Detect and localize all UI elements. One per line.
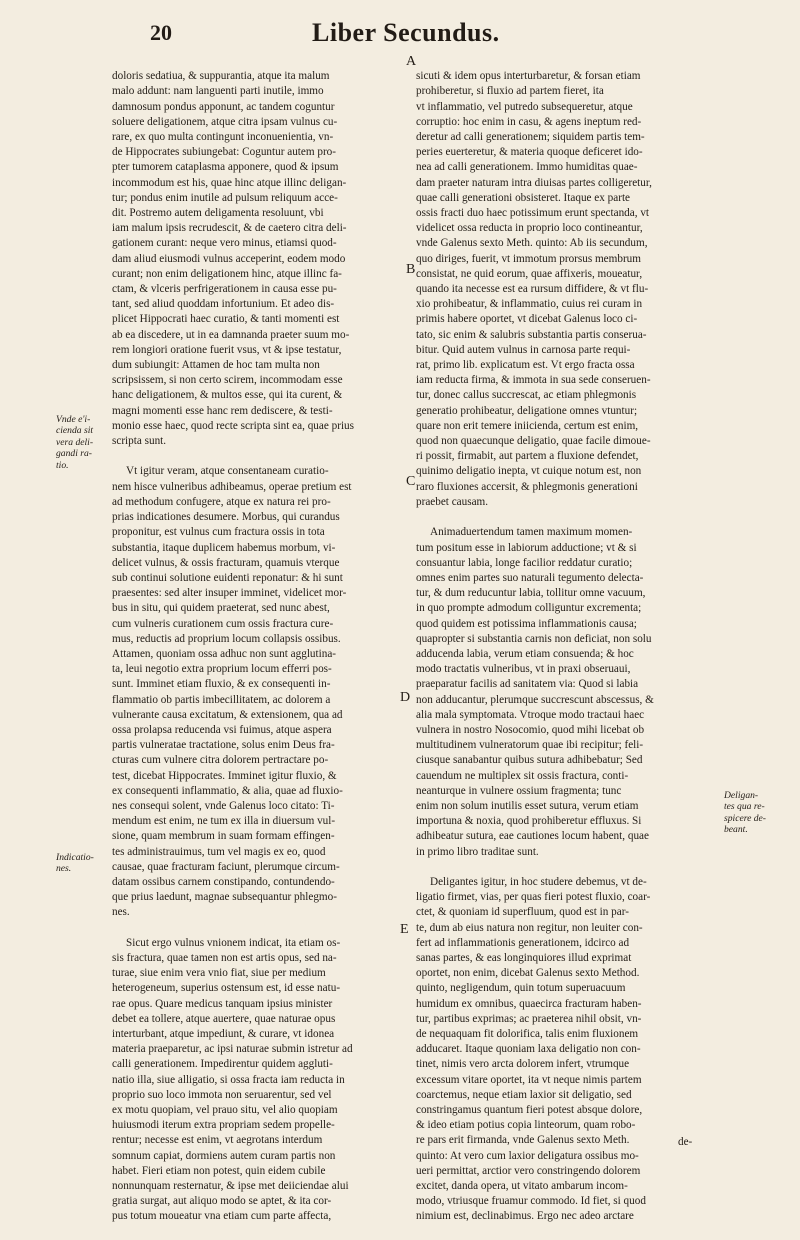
paragraph: sicuti & idem opus interturbaretur, & forsan etiam prohiberetur, si fluxio ad partem fieret, ita vt inflammatio, vel putredo subsequeretur, atque corruptio: hoc enim in casu, & agens ineptum red- deretur ad calli generationem; siquidem partis tem- peries euerteretur, & materia quoque deficeret ido- nea ad calli generationem. Immo humiditas quae- dam praeter naturam intra diuisas partes colligeretur, quae calli generationi obsisteret. Itaque ex parte ossis fracti duo haec potissimum erunt spectanda, vt videlicet ossa reducta in proprio loco contineantur, vnde Galenus sexto Meth. quinto: Ab iis secundum, quo diriges, fuerit, vt immotum prorsus membrum consistat, ne quid eorum, quae affixeris, moueatur, quando ita necesse est ea rursum diffidere, & vt flu- xio prohibeatur, & inflammatio, cuius rei curam in primis habere oportet, vt dicebat Galenus loco ci- tato, sic enim & salubris substantia partis conserua- bitur. Quid autem vulnus in carnosa parte requi- rat, primo lib. explicatum est. Vt ergo fracta ossa iam reducta firma, & immota in sua sede conseruen- tur, donec callus succrescat, ac etiam phlegmonis generatio prohibeatur, deligatione omnes vtuntur; quare non erit temere iniicienda, certum est enim, quod non quaecunque deligatio, quae facile dimoue- ri possit, firmabit, aut partem a fluxione defendet, quinimo deligatio inepta, vt cuique notum est, non raro fluxiones accersit, & phlegmonis generationi praebet causam. (416, 70, 652, 508)
right-text-column (416, 54, 716, 1240)
paragraph: Vt igitur veram, atque consentaneam curatio- nem hisce vulneribus adhibeamus, operae pretium est ad methodum confugere, atque ex natura rei pro- prias indicationes desumere. Morbus, qui curandus proponitur, est vulnus cum fractura ossis in tota substantia, itaque duplicem habemus morbum, vi- delicet vulnus, & ossis fracturam, quamuis vterque sub continui solutione euidenti reponatur: & hi sunt praesentes: sed alter insuper imminet, videlicet mor- bus in situ, qui quidem praeterat, sed nunc abest, cum vulneris curationem cum ossis fractura cure- mus, reductis ad proprium locum collapsis ossibus. Attamen, quoniam ossa adhuc non sunt agglutina- ta, leui negotio extra proprium locum efferri pos- sunt. Imminet etiam fluxio, & ex consequenti in- flammatio ob partis imbecillitatem, ac dolorem a vulnerante causa excitatum, & extensionem, qua ad ossa prolapsa reducenda vsi fuimus, atque aspera partis vulneratae tractatione, solus enim Deus fra- cturas cum vulnere citra dolorem pertractare po- test, dicebat Hippocrates. Imminet igitur fluxio, & ex consequenti inflammatio, & alia, quae ad fluxio- nes consequi solent, vnde Galenus loco citato: Ti- mendum est enim, ne tum ex illa in diuersum vul- sione, quam membrum in suam formam effingen- tes administrauimus, tum vel magis ex eo, quod causae, quae fracturam faciunt, plerumque circum- datam ossibus carnem constipando, contundendo- que prius laedunt, magnae subsequantur phlegmo- nes. (112, 465, 352, 919)
left-text-column (112, 54, 402, 1240)
page-header (150, 18, 650, 50)
page-number: 20 (150, 20, 172, 45)
running-head: Liber Secundus. (312, 18, 500, 47)
side-note-left-1: Vnde e'i- cienda sit vera deli- gandi ra- tio. (56, 414, 94, 471)
paragraph: doloris sedatiua, & suppurantia, atque ita malum malo addunt: nam languenti parti inutile, immo damnosum pondus apponunt, ac tandem coguntur soluere deligationem, atque citra ipsam vulnus cu- rare, ex quo multa contingunt inconuenientia, vn- de Hippocrates subiungebat: Coguntur autem pro- pter tumorem cataplasma apponere, quod & ipsum incommodum est his, quae hinc atque illinc deligan- tur; pondus enim inutile ad pulsum reliquum acce- dit. Postremo autem deligamenta resoluunt, vbi iam malum ipsis recrudescit, & de caetero citra deli- gationem curant: neque vero minus, etiamsi quod- dam aliud eiusmodi vulnus acceperint, eodem modo curant; non enim deligationem hinc, atque illinc fa- ctam, & vlceris perfrigerationem in causa esse pu- tant, sed aliud quoddam infortunium. Et adeo dis- plicet Hippocrati haec curatio, & tanti momenti est ab ea discedere, ut in ea damnanda praeter suum mo- rem longiori oratione fuerit vsus, vt & ipse testatur, dum subiungit: Attamen de hoc tam multa non scripsissem, si non certo scirem, incommodam esse hanc deligationem, & multos esse, qui ita curent, & magni momenti esse hanc rem dediscere, & testi- monio esse haec, quod recte scripta sint ea, quae prius scripta sunt. (112, 70, 355, 448)
side-note-left-2: Indicatio- nes. (56, 852, 94, 875)
margin-letter-d: D (400, 690, 411, 705)
margin-letter-a: A (406, 54, 417, 69)
margin-letter-c: C (406, 474, 416, 489)
margin-letter-b: B (406, 262, 416, 277)
paragraph: Sicut ergo vulnus vnionem indicat, ita etiam os- sis fractura, quae tamen non est artis opus, sed na- turae, siue enim vera vnio fiat, siue per medium heterogeneum, superius ostensum est, id esse natu- rae opus. Quare medicus tanquam ipsius minister debet ea tollere, atque auertere, quae naturae opus interturbant, atque impediunt, & curare, vt idonea materia praeparetur, ac ipsi naturae submin istretur ad calli generationem. Impedirentur quidem aggluti- natio illa, siue alligatio, si ossa fracta iam reducta in proprio suo loco immota non seruarentur, sed vel ex motu quopiam, vel prauo situ, vel alio quopiam huiusmodi iterum extra propriam sedem propelle- rentur; necesse est enim, vt aegrotans interdum somnum capiat, dormiens autem curam partis non habet. Fieri etiam non potest, quin eidem cubile nonnunquam resternatur, & ipse met deiiciendae alui gratia surgat, aut aliquo modo se aptet, & ita cor- pus totum moueatur vna etiam cum parte affecta, (112, 936, 353, 1223)
margin-letter-e: E (400, 922, 409, 937)
side-note-right-1: Deligan- tes qua re- spicere de- beant. (724, 790, 766, 836)
paragraph: Deligantes igitur, in hoc studere debemus, vt de- ligatio firmet, vias, per quas fieri potest fluxio, coar- ctet, & quoniam id superfluum, quod est in par- te, dum ab eius natura non regitur, non leuiter con- fert ad inflammationis generationem, idcirco ad sanas partes, & eas longinquiores illud exprimat oportet, non enim, dicebat Galenus sexto Method. quinto, negligendum, quin totum superuacuum humidum ex omnibus, quaecirca fracturam haben- tur, partibus exprimas; ac praeterea nihil obsit, vn- de nequaquam fit dolorifica, talis enim fluxionem adducaret. Itaque quoniam laxa deligatio non con- tinet, nimis vero arcta dolorem infert, vtrumque excessum vitare oportet, ita vt neque nimis partem coarctemus, neque etiam laxior sit deligatio, sed constringamus quantum fieri potest absque dolore, & ideo etiam potius copia linteorum, quam robo- re pars erit firmanda, vnde Galenus sexto Meth. quinto: At vero cum laxior deligatura ossibus mo- ueri permittat, arctior vero constringendo dolorem excitet, danda opera, ut vitato ambarum incom- modo, vtriusque fruamur commodo. Id fiet, si quod nimium est, declinabimus. Ergo nec adeo arctare (416, 875, 651, 1223)
paragraph: Animaduertendum tamen maximum momen- tum positum esse in labiorum adductione; vt & si consuantur labia, longe facilior reddatur curatio; omnes enim partes suo naturali tegumento delecta- tur, & dum reducuntur labia, tollitur omne vacuum, in quo prompte admodum colliguntur excrementa; quod quidem est potissima inflammationis causa; quapropter si substantia carnis non deficiat, non solu adducenda labia, verum etiam consuenda; & hoc modo tractatis vulneribus, vt in praxi obseruaui, praeparatur facilis ad sanitatem via: Quod si labia non adducantur, plerumque succrescunt abscessus, & alia mala symptomata. Vtroque modo tractaui haec vulnera in nostro Nosocomio, quod mihi licebat ob multitudinem vulneratorum quae ibi recipitur; feli- ciusque sanabantur quibus sutura adhibebatur; Sed cauendum ne multiplex sit ossis fractura, conti- neanturque in vulnere ossium fragmenta; tunc enim non solum inutilis esset sutura, verum etiam importuna & noxia, quod prohiberetur effluxus. Si adhibeatur sutura, eae cautiones locum habent, quae in primo libro traditae sunt. (416, 526, 654, 858)
catchword: de- (678, 1136, 693, 1148)
